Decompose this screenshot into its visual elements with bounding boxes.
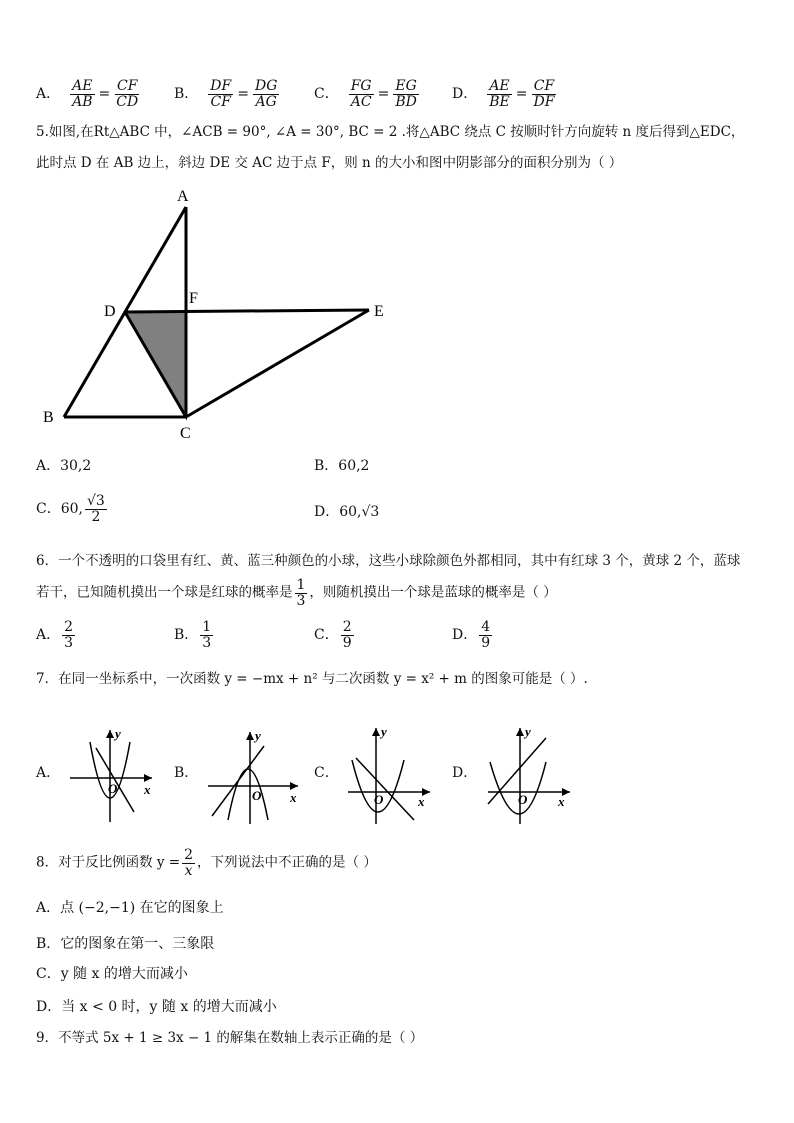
- q4-b-lhs-num: DF: [210, 78, 232, 94]
- label-c: C: [180, 425, 191, 442]
- q4-a-rhs: [114, 79, 140, 109]
- equals-sign: =: [377, 86, 390, 103]
- y-label: y: [525, 724, 531, 739]
- line-graph: [488, 738, 546, 804]
- q6-option-b[interactable]: [174, 620, 215, 650]
- q6-c-num: 2: [342, 619, 352, 635]
- q6-stem-line2: [36, 578, 557, 608]
- q6-option-c-frac: [341, 620, 354, 650]
- x-arrow: [290, 782, 298, 790]
- q4-b-rhs: [253, 79, 279, 109]
- q6-option-c[interactable]: [314, 620, 356, 650]
- q6-option-a-frac: [62, 620, 75, 650]
- q4-d-lhs: [487, 79, 512, 109]
- q6-c-den: 9: [342, 634, 352, 651]
- q4-option-c[interactable]: [314, 79, 421, 109]
- q9-stem: 9．不等式 5x + 1 ≥ 3x − 1 的解集在数轴上表示正确的是（ ）: [36, 1030, 424, 1046]
- q6-option-d-frac: [479, 620, 492, 650]
- line-graph: [96, 748, 134, 812]
- q4-a-lhs: [70, 79, 94, 109]
- q5-stem-line2: 此时点 D 在 AB 边上，斜边 DE 交 AC 边于点 F，则 n 的大小和图中阴影部分的面积分别为（ ）: [36, 155, 623, 171]
- x-label: x: [418, 794, 425, 809]
- q6-option-b-label: B．: [174, 627, 199, 644]
- q6-line2-before: 若干，已知随机摸出一个球是红球的概率是: [36, 584, 293, 601]
- equals-sign: =: [98, 86, 111, 103]
- x-arrow: [144, 774, 152, 782]
- q4-d-lhs-num: AE: [489, 78, 510, 94]
- q7-option-d-label[interactable]: D．: [452, 765, 478, 781]
- x-label: x: [558, 794, 565, 809]
- q5-c-num: √3: [86, 493, 105, 509]
- q4-b-lhs: [208, 79, 233, 109]
- q4-b-rhs-den: AG: [255, 93, 277, 110]
- q6-option-b-frac: [200, 620, 213, 650]
- q5-c-den: 2: [91, 508, 101, 525]
- equals-sign: =: [515, 86, 528, 103]
- q6-stem-frac: [295, 578, 308, 608]
- q4-d-lhs-den: BE: [489, 93, 510, 110]
- q4-c-rhs-den: BD: [395, 93, 417, 110]
- y-label: y: [115, 726, 121, 741]
- q4-option-a[interactable]: [36, 79, 142, 109]
- q4-a-lhs-num: AE: [72, 78, 93, 94]
- q6-option-d-label: D．: [452, 627, 478, 644]
- q6-option-d[interactable]: [452, 620, 494, 650]
- y-label: y: [255, 728, 261, 743]
- q8-stem: [36, 848, 377, 878]
- q6-a-num: 2: [64, 619, 74, 635]
- q5-option-b[interactable]: B．60,2: [314, 458, 370, 474]
- q8-option-d[interactable]: D．当 x < 0 时，y 随 x 的增大而减小: [36, 999, 277, 1015]
- side-ce: [186, 310, 369, 417]
- q7-option-c-label[interactable]: C．: [314, 765, 339, 781]
- q6-frac-num: 1: [296, 577, 306, 593]
- q4-option-a-label: A．: [36, 86, 61, 103]
- origin-label: O: [518, 792, 528, 807]
- q8-option-a[interactable]: A．点 (−2,−1) 在它的图象上: [36, 900, 224, 916]
- q5-option-c[interactable]: [36, 494, 109, 524]
- q8-frac-den: x: [184, 862, 193, 879]
- q6-line2-after: ，则随机摸出一个球是蓝球的概率是（ ）: [309, 584, 557, 601]
- y-label: y: [381, 724, 387, 739]
- x-label: x: [290, 790, 297, 805]
- q6-stem-line1: 6．一个不透明的口袋里有红、黄、蓝三种颜色的小球，这些小球除颜色外都相同，其中有红球 3 个，黄球 2 个，蓝球: [36, 553, 741, 569]
- origin-label: O: [374, 792, 384, 807]
- q4-option-d[interactable]: [452, 79, 558, 109]
- q6-d-num: 4: [481, 619, 491, 635]
- label-d: D: [104, 303, 116, 320]
- x-label: x: [144, 782, 151, 797]
- q7-stem: 7．在同一坐标系中，一次函数 y = −mx + n² 与二次函数 y = x² + m 的图象可能是（ ）.: [36, 671, 588, 687]
- q6-b-num: 1: [202, 619, 212, 635]
- q4-c-lhs-num: FG: [350, 78, 372, 94]
- q4-b-rhs-num: DG: [254, 78, 278, 94]
- q6-option-a-label: A．: [36, 627, 61, 644]
- q7-graph-a[interactable]: [66, 726, 158, 826]
- q4-c-rhs-num: EG: [395, 78, 417, 94]
- q7-option-b-label[interactable]: B．: [174, 765, 199, 781]
- q5-option-c-frac: [85, 494, 107, 524]
- q6-option-c-label: C．: [314, 627, 339, 644]
- q5-figure: [36, 185, 436, 445]
- q4-b-lhs-den: CF: [210, 93, 231, 110]
- q4-option-c-label: C．: [314, 86, 339, 103]
- q4-d-rhs: [531, 79, 556, 109]
- origin-label: O: [252, 788, 262, 803]
- q7-graph-d[interactable]: [484, 724, 576, 828]
- q6-d-den: 9: [481, 634, 491, 651]
- q7-graph-b[interactable]: [204, 728, 304, 828]
- q4-d-rhs-num: CF: [533, 78, 555, 94]
- label-a: A: [177, 188, 189, 205]
- y-arrow: [246, 732, 254, 740]
- q4-a-rhs-num: CF: [117, 78, 138, 94]
- q6-frac-den: 3: [296, 592, 306, 609]
- q4-option-d-label: D．: [452, 86, 478, 103]
- q8-option-b[interactable]: B．它的图象在第一、三象限: [36, 936, 215, 952]
- q4-c-lhs: [349, 79, 374, 109]
- q6-a-den: 3: [64, 634, 74, 651]
- q4-a-rhs-den: CD: [116, 93, 139, 110]
- line-graph: [212, 746, 264, 816]
- q7-graph-c[interactable]: [344, 724, 436, 828]
- q6-b-den: 3: [202, 634, 212, 651]
- y-arrow: [106, 730, 114, 738]
- line-graph: [356, 758, 414, 820]
- q5-option-c-text: C．60,: [36, 501, 83, 518]
- q6-option-a[interactable]: [36, 620, 77, 650]
- q8-frac-num: 2: [184, 847, 194, 863]
- y-arrow: [372, 728, 380, 736]
- label-b: B: [43, 409, 54, 426]
- q4-c-lhs-den: AC: [350, 93, 372, 110]
- q5-stem-line1: 5.如图,在Rt△ABC 中，∠ACB = 90°, ∠A = 30°, BC = 2 .将△ABC 绕点 C 按顺时针方向旋转 n 度后得到△EDC，: [36, 124, 745, 140]
- parabola: [228, 769, 268, 820]
- q5-option-d[interactable]: D．60,√3: [314, 504, 380, 520]
- q8-stem-before: 8．对于反比例函数 y =: [36, 854, 181, 871]
- side-de: [125, 310, 369, 312]
- q5-option-a[interactable]: A．30,2: [36, 458, 92, 474]
- y-arrow: [516, 728, 524, 736]
- origin-label: O: [108, 781, 118, 796]
- label-f: F: [189, 290, 198, 307]
- q4-option-b[interactable]: [174, 79, 281, 109]
- q4-c-rhs: [393, 79, 419, 109]
- equals-sign: =: [237, 86, 249, 103]
- q7-option-a-label[interactable]: A．: [36, 765, 61, 781]
- q4-a-lhs-den: AB: [72, 93, 93, 110]
- q4-option-b-label: B．: [174, 86, 199, 103]
- q8-stem-after: ，下列说法中不正确的是（ ）: [197, 854, 377, 871]
- q8-stem-frac: [182, 848, 195, 878]
- q8-option-c[interactable]: C．y 随 x 的增大而减小: [36, 966, 188, 982]
- label-e: E: [374, 303, 384, 320]
- q4-d-rhs-den: DF: [533, 93, 555, 110]
